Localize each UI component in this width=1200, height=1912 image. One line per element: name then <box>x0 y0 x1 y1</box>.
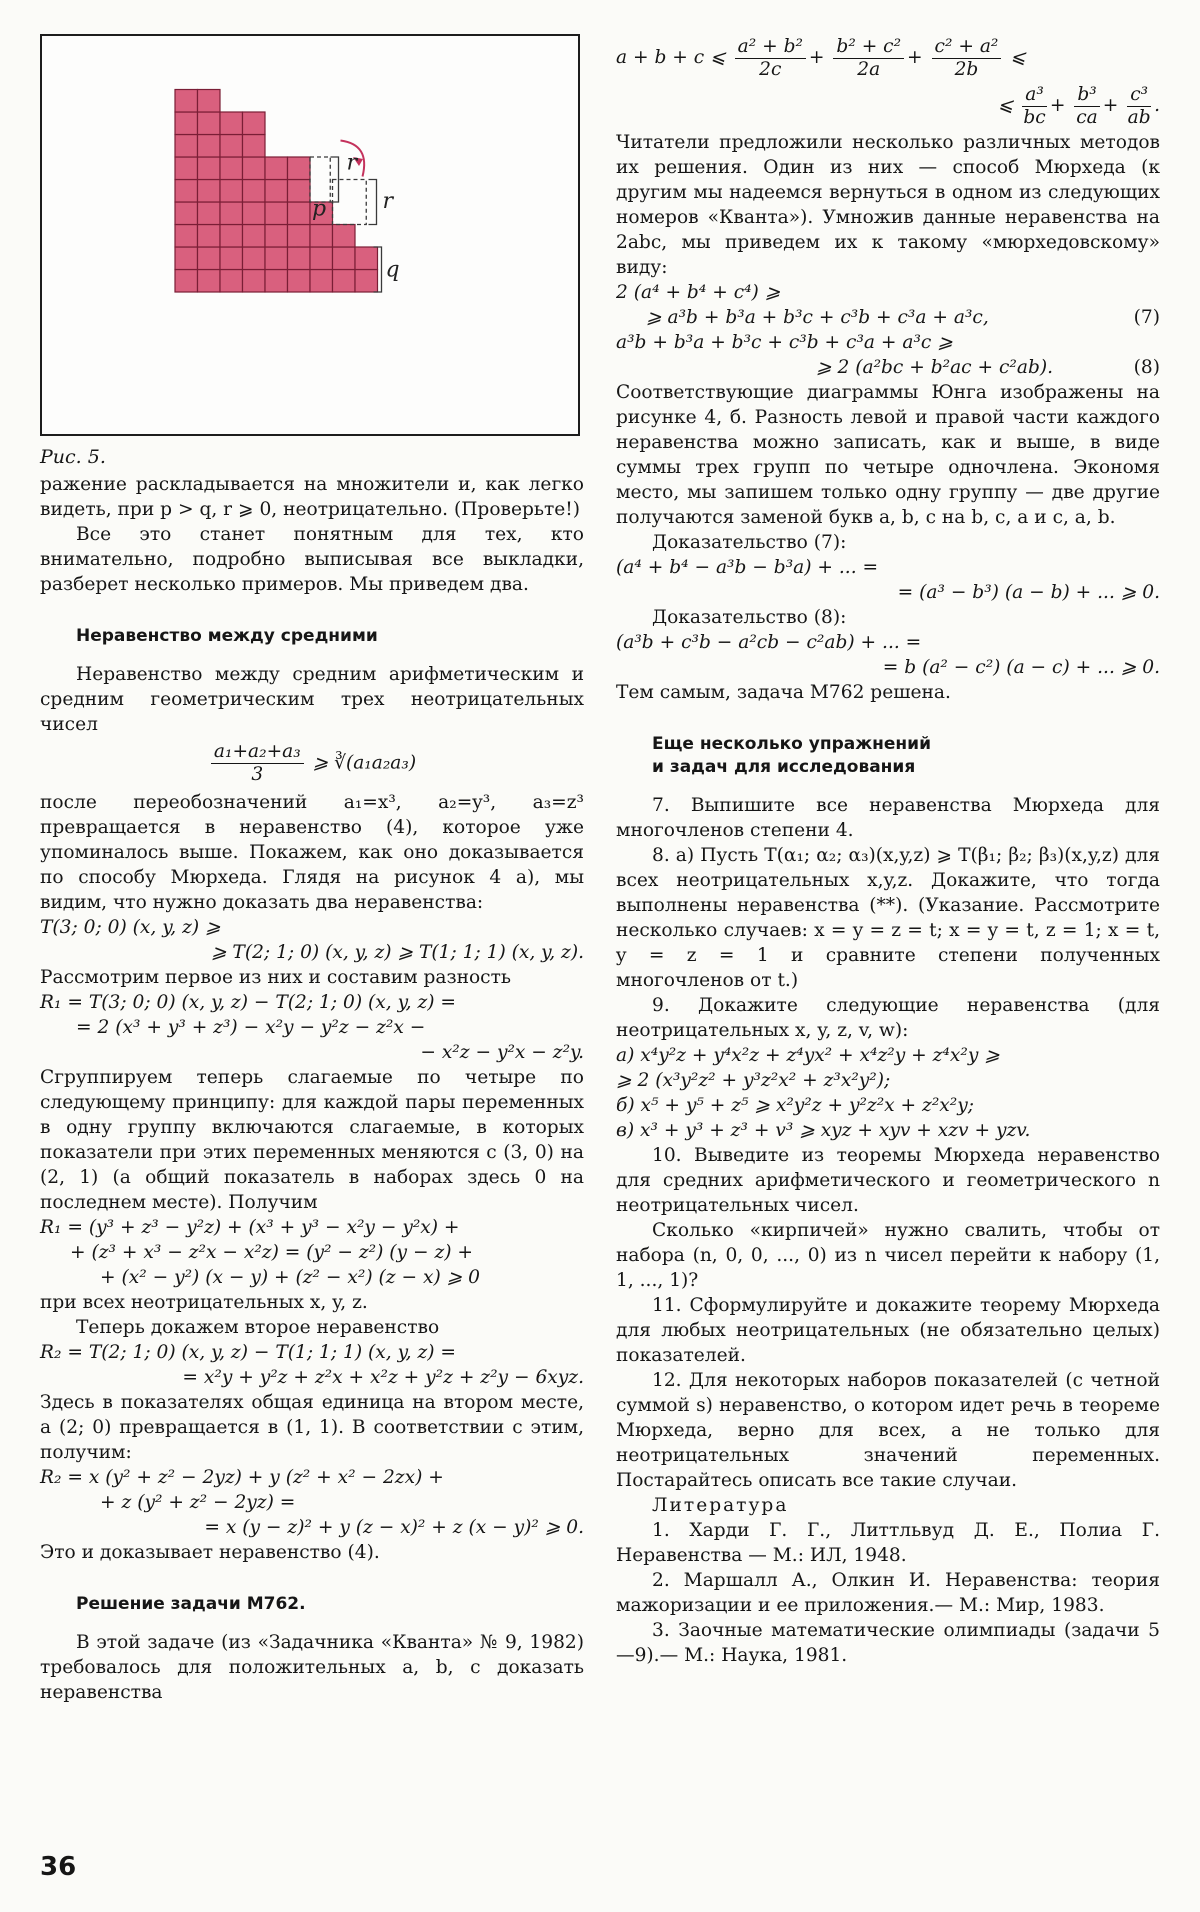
label-r: r <box>346 150 358 176</box>
formula-line: = b (a² − c²) (a − c) + ... ⩾ 0. <box>882 657 1160 678</box>
exercise: 9. Докажите следующие неравенства (для неотрицательных x, y, z, v, w): <box>616 995 1160 1041</box>
paragraph: Тем самым, задача М762 решена. <box>616 682 951 703</box>
equation-number: (7) <box>1133 307 1160 328</box>
formula-line: + z (y² + z² − 2yz) = <box>100 1492 296 1513</box>
diagram-cell <box>220 135 243 158</box>
section-heading: Неравенство между средними <box>76 626 378 646</box>
diagram-cell <box>198 202 221 225</box>
paragraph: В этой задаче (из «Задачника «Кванта» № 9, 1982) требовалось для положительных a, b, c доказать неравенства <box>40 1632 584 1703</box>
fraction-denominator: 2a <box>857 58 881 80</box>
label-q: q <box>385 257 400 283</box>
diagram-cell <box>288 157 311 180</box>
paragraph: Соответствующие диаграммы Юнга изображены на рисунке 4, б. Разность левой и правой части каждого неравенства можно записать, как и выше, в виде суммы трех групп по четыре одночлена. Экономя место, мы запишем только одну группу — две другие получаются заменой букв a, b, c на b, c, a и c, a, b. <box>616 382 1160 528</box>
diagram-cell <box>310 247 333 270</box>
left-column <box>40 34 584 1705</box>
fraction-numerator: b³ <box>1074 84 1099 107</box>
diagram-cell <box>198 225 221 248</box>
formula-line: R₂ = T(2; 1; 0) (x, y, z) − T(1; 1; 1) (x, y, z) = <box>40 1342 456 1363</box>
formula-line: ⩽ $\frac{\text{a³}}{bc}$ + $\frac{\text{b³}}{ca}$ + $\frac{\text{c³}}{ab}$ . <box>997 83 1160 128</box>
fraction-numerator: b² + c² <box>833 36 904 59</box>
paragraph: Сгруппируем теперь слагаемые по четыре по следующему принципу: для каждой пары переменных в одну группу включаются слагаемые, в которых показатели при этих переменных меняются с (3, 0) на (2, 1) (а общий показатель в наборах здесь 0 на последнем месте). Получим <box>40 1067 584 1213</box>
dashed-block <box>310 157 330 202</box>
diagram-cell <box>220 112 243 135</box>
paragraph: Читатели предложили несколько различных методов их решения. Один из них — способ Мюрхеда (к другим мы надеемся вернуться в одном из следующих номеров «Кванта»). Умножив данные неравенства на 2abc, мы приведем их к такому «мюрхедовскому» виду: <box>616 132 1160 278</box>
diagram-cell <box>243 247 266 270</box>
reference: 1. Харди Г. Г., Литтльвуд Д. Е., Полиа Г. Неравенства — М.: ИЛ, 1948. <box>616 1520 1160 1566</box>
diagram-cell <box>288 270 311 293</box>
figure-caption: Рис. 5. <box>40 446 106 468</box>
formula-part: ⩾ 2 (a²bc + b²ac + c²ab). <box>816 357 1054 378</box>
formula-line: ⩾ 2 (x³y²z² + y³z²x² + z³x²y²); <box>616 1070 891 1091</box>
paragraph: Теперь докажем второе неравенство <box>76 1317 440 1338</box>
diagram-cell <box>175 112 198 135</box>
diagram-cell <box>333 270 356 293</box>
diagram-cell <box>175 225 198 248</box>
equation-number: (8) <box>1133 357 1160 378</box>
diagram-cell <box>265 247 288 270</box>
diagram-cell <box>333 247 356 270</box>
formula-line: T(3; 0; 0) (x, y, z) ⩾ <box>40 917 221 938</box>
diagram-cell <box>355 247 378 270</box>
formula-line: R₁ = T(3; 0; 0) (x, y, z) − T(2; 1; 0) (x, y, z) = <box>40 992 456 1013</box>
diagram-cell <box>243 225 266 248</box>
paragraph: Это и доказывает неравенство (4). <box>40 1542 380 1563</box>
diagram-cell <box>265 157 288 180</box>
formula-line: R₂ = x (y² + z² − 2yz) + y (z² + x² − 2zx) + <box>40 1467 444 1488</box>
diagram-cell <box>198 157 221 180</box>
fraction-numerator: c³ <box>1127 84 1151 107</box>
formula-part: ⩾ a³b + b³a + b³c + c³b + c³a + a³c, <box>646 307 989 328</box>
formula-line: + (z³ + x³ − z²x − x²z) = (y² − z²) (y − z) + <box>70 1242 473 1263</box>
diagram-cell <box>265 225 288 248</box>
bracket-r2 <box>369 180 377 225</box>
diagram-cell <box>288 247 311 270</box>
figure-5 <box>40 34 580 436</box>
formula-line: а) x⁴y²z + y⁴x²z + z⁴yx² + x⁴z²y + z⁴x²y ⩾ <box>616 1045 1000 1066</box>
formula-line: = (a³ − b³) (a − b) + ... ⩾ 0. <box>897 582 1160 603</box>
diagram-cell <box>310 225 333 248</box>
diagram-cell <box>243 180 266 203</box>
diagram-cell <box>355 270 378 293</box>
diagram-cell <box>220 157 243 180</box>
fraction-denominator: 2c <box>759 58 782 80</box>
diagram-cell <box>198 112 221 135</box>
formula-line: 2 (a⁴ + b⁴ + c⁴) ⩾ <box>616 282 781 303</box>
fraction-denominator: ab <box>1127 106 1151 128</box>
diagram-cell <box>265 202 288 225</box>
diagram-cell <box>175 157 198 180</box>
formula-line: (a⁴ + b⁴ − a³b − b³a) + ... = <box>616 557 879 578</box>
reference: 2. Маршалл А., Олкин И. Неравенства: теория мажоризации и ее приложения.— М.: Мир, 1983. <box>616 1570 1160 1616</box>
diagram-cell <box>265 180 288 203</box>
paragraph: Все это станет понятным для тех, кто внимательно, подробно выписывая все выкладки, разберет несколько примеров. Мы приведем два. <box>40 524 584 595</box>
diagram-cell <box>198 180 221 203</box>
page-number: 36 <box>40 1852 77 1882</box>
fraction-denominator: bc <box>1023 106 1046 128</box>
formula-line: = 2 (x³ + y³ + z³) − x²y − y²z − z²x − <box>76 1017 426 1038</box>
am-gm-formula <box>40 741 584 786</box>
diagram-cell <box>333 225 356 248</box>
fraction-numerator: a³ <box>1022 84 1047 107</box>
paragraph: Здесь в показателях общая единица на втором месте, а (2; 0) превращается в (1, 1). В соответствии с этим, получим: <box>40 1392 584 1463</box>
diagram-cell <box>288 180 311 203</box>
section-heading: Решение задачи М762. <box>76 1594 306 1614</box>
fraction-numerator: c² + a² <box>932 36 1002 59</box>
formula-line: = x²y + y²z + z²x + x²z + y²z + z²y − 6xyz. <box>182 1367 584 1388</box>
formula-line: б) x⁵ + y⁵ + z⁵ ⩾ x²y²z + y²z²x + z²x²y; <box>616 1095 975 1116</box>
heading-line: и задач для исследования <box>652 757 916 777</box>
exercise: 7. Выпишите все неравенства Мюрхеда для многочленов степени 4. <box>616 795 1160 841</box>
young-diagram <box>42 36 578 434</box>
formula-rhs: ⩾ ∛(a₁a₂a₃) <box>312 752 417 774</box>
section-heading <box>616 733 1160 779</box>
formula-part: . <box>1154 95 1160 116</box>
formula-part: ⩽ <box>997 95 1014 116</box>
diagram-cell <box>175 202 198 225</box>
diagram-cell <box>198 135 221 158</box>
paragraph: при всех неотрицательных x, y, z. <box>40 1292 368 1313</box>
heading-line: Еще несколько упражнений <box>652 734 931 754</box>
paragraph: ражение раскладывается на множители и, как легко видеть, при p > q, r ⩾ 0, неотрицательно. (Проверьте!) <box>40 474 584 520</box>
diagram-cell <box>175 270 198 293</box>
diagram-cell <box>175 180 198 203</box>
diagram-cell <box>175 247 198 270</box>
diagram-cell <box>288 202 311 225</box>
paragraph: Неравенство между средним арифметическим и средним геометрическим трех неотрицательных чисел <box>40 664 584 735</box>
diagram-cell <box>175 90 198 113</box>
paragraph: Доказательство (7): <box>652 532 847 553</box>
diagram-cell <box>265 270 288 293</box>
paragraph: Рассмотрим первое из них и составим разность <box>40 967 512 988</box>
label-r: r <box>382 189 394 214</box>
diagram-cell <box>288 225 311 248</box>
formula-line: R₁ = (y³ + z³ − y²z) + (x³ + y³ − x²y − y²x) + <box>40 1217 460 1238</box>
fraction-denominator: 3 <box>251 764 264 785</box>
diagram-cell <box>220 225 243 248</box>
diagram-cell <box>198 90 221 113</box>
diagram-cell <box>243 112 266 135</box>
formula-part: ⩽ <box>1010 47 1026 68</box>
diagram-cell <box>220 180 243 203</box>
diagram-cell <box>175 135 198 158</box>
diagram-cell <box>310 270 333 293</box>
exercise: 10. Выведите из теоремы Мюрхеда неравенство для средних арифметического и геометрического n неотрицательных чисел. <box>616 1145 1160 1216</box>
fraction-numerator: a² + b² <box>735 36 806 59</box>
label-p: p <box>312 196 327 222</box>
exercise: 11. Сформулируйте и докажите теорему Мюрхеда для любых неотрицательных (не обязательно целых) показателей. <box>616 1295 1160 1366</box>
right-column <box>616 34 1160 1668</box>
formula-part: a + b + c ⩽ <box>616 47 726 68</box>
diagram-cell <box>243 270 266 293</box>
fraction-denominator: ca <box>1076 106 1098 128</box>
diagram-cell <box>220 202 243 225</box>
formula-line: (a³b + c³b − a²cb − c²ab) + ... = <box>616 632 922 653</box>
formula-line <box>616 355 1160 380</box>
references-title: Литература <box>652 1495 789 1516</box>
exercise: Сколько «кирпичей» нужно свалить, чтобы от набора (n, 0, 0, ..., 0) из n чисел перейти к набору (1, 1, ..., 1)? <box>616 1220 1160 1291</box>
diagram-cell <box>220 270 243 293</box>
reference: 3. Заочные математические олимпиады (задачи 5—9).— М.: Наука, 1981. <box>616 1620 1160 1666</box>
formula-line: в) x³ + y³ + z³ + v³ ⩾ xyz + xyv + xzv + yzv. <box>616 1120 1031 1141</box>
diagram-cell <box>220 247 243 270</box>
paragraph: Доказательство (8): <box>652 607 847 628</box>
fraction-denominator: 2b <box>954 58 979 80</box>
diagram-cell <box>198 247 221 270</box>
formula-line: a + b + c ⩽ $\frac{\text{a² + b²}}{2c}$ + $\frac{\text{b² + c²}}{2a}$ + $\frac{\text{c² + a²}}{2b}$ ⩽ <box>616 35 1026 80</box>
fraction-numerator: a₁+a₂+a₃ <box>211 741 304 764</box>
formula-line <box>616 305 1160 330</box>
paragraph: после переобозначений a₁=x³, a₂=y³, a₃=z³ превращается в неравенство (4), которое уже упоминалось выше. Покажем, как оно доказывается по способу Мюрхеда. Глядя на рисунок 4 а), мы видим, что нужно доказать два неравенства: <box>40 792 584 913</box>
formula-line: a³b + b³a + b³c + c³b + c³a + a³c ⩾ <box>616 332 953 353</box>
exercise: 8. а) Пусть T(α₁; α₂; α₃)(x,y,z) ⩾ T(β₁; β₂; β₃)(x,y,z) для всех неотрицательных x,y,z. Докажите, что тогда выполнены неравенства (**). (Указание. Рассмотрите несколько случаев: x = y = z = t; x = y = t, z = 1; x = t, y = z = 1 и сравните степени полученных многочленов от t.) <box>616 845 1160 991</box>
formula-line: ⩾ T(2; 1; 0) (x, y, z) ⩾ T(1; 1; 1) (x, y, z). <box>210 942 584 963</box>
formula-line: = x (y − z)² + y (z − x)² + z (x − y)² ⩾ 0. <box>204 1517 584 1538</box>
diagram-cell <box>243 157 266 180</box>
diagram-cell <box>198 270 221 293</box>
formula-line: + (x² − y²) (x − y) + (z² − x²) (z − x) ⩾ 0 <box>100 1267 480 1288</box>
diagram-cell <box>243 135 266 158</box>
exercise: 12. Для некоторых наборов показателей (с четной суммой s) неравенство, о котором идет речь в теореме Мюрхеда, верно для всех, а не только для неотрицательных значений переменных. Постарайтесь описать все такие случаи. <box>616 1370 1160 1491</box>
diagram-cell <box>243 202 266 225</box>
formula-line: − x²z − y²x − z²y. <box>420 1042 584 1063</box>
